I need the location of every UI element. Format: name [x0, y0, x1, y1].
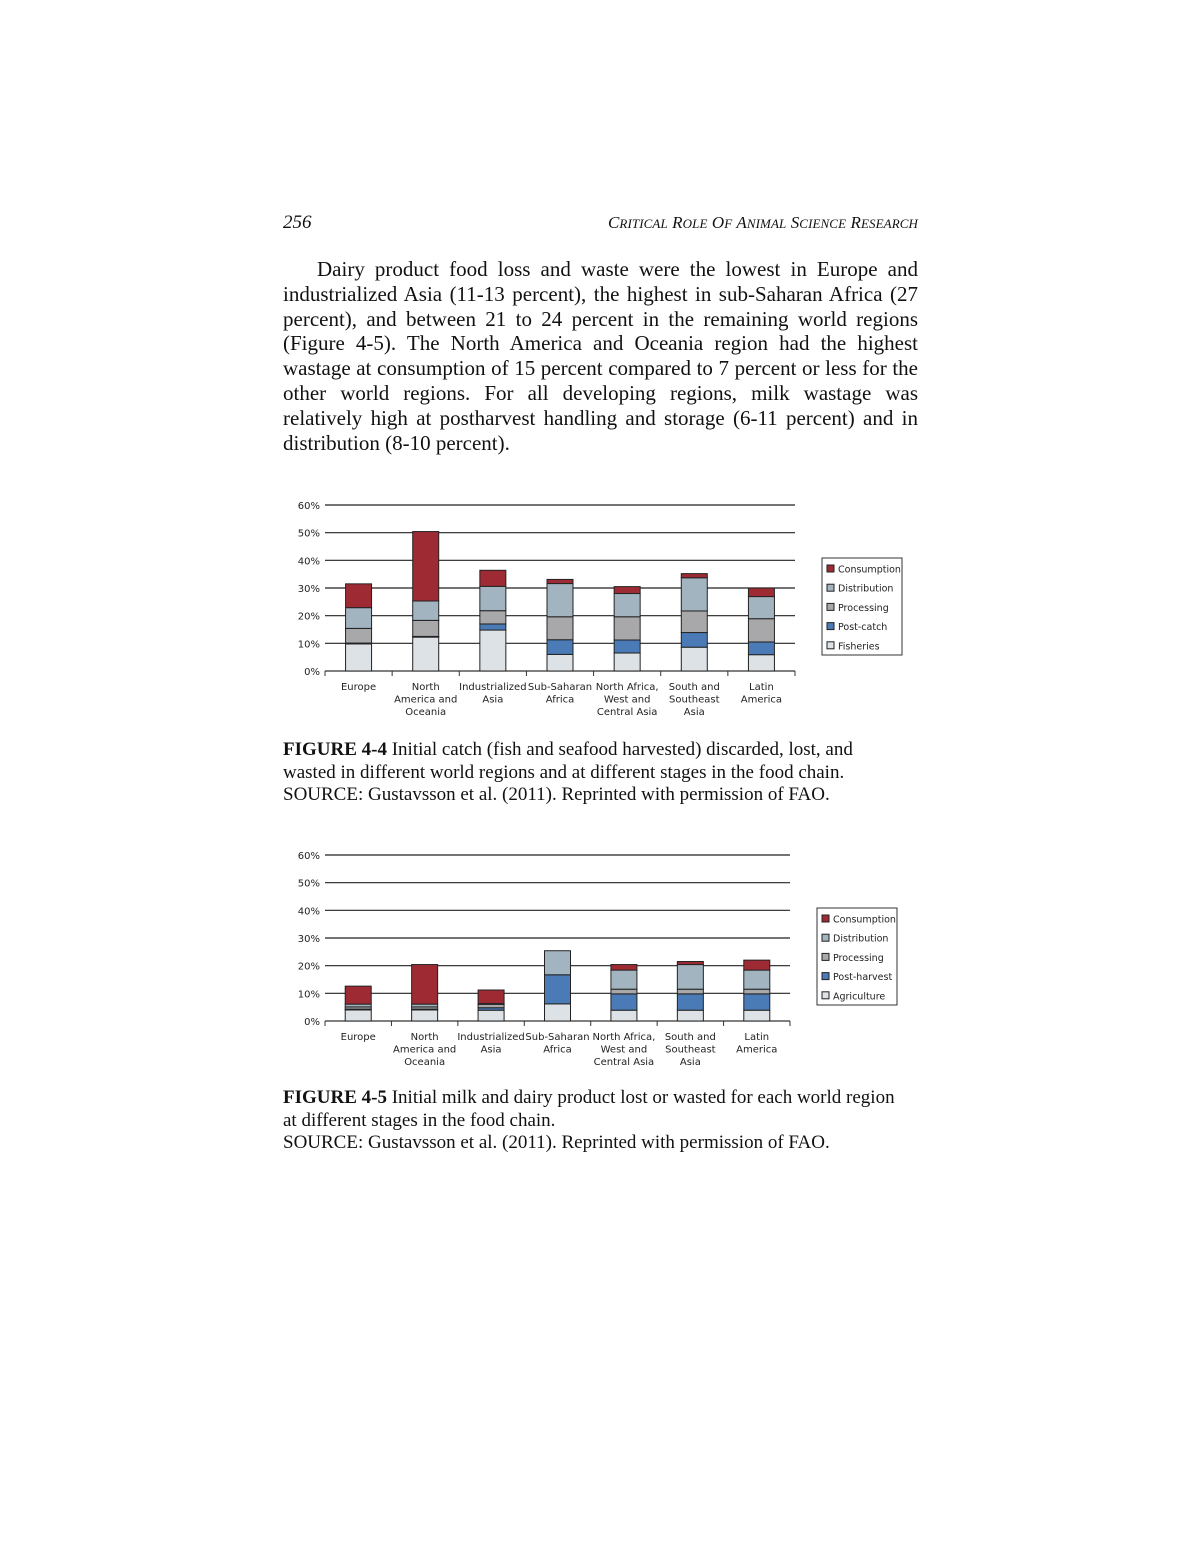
bar-segment-processing: [744, 989, 770, 994]
x-tick-label: America: [736, 1044, 778, 1056]
y-tick-label: 60%: [297, 851, 320, 862]
figure-4-5-chart: [290, 840, 915, 1075]
bar-segment-fisheries: [681, 647, 707, 671]
x-tick-label: Central Asia: [596, 707, 658, 718]
y-tick-label: 20%: [297, 961, 320, 973]
caption-line: Initial milk and dairy product lost or wasted for each world region: [386, 1087, 895, 1108]
bar-segment-consumption: [748, 588, 774, 597]
legend-swatch: [827, 603, 834, 610]
x-tick-label: America and: [394, 694, 458, 706]
legend-swatch: [827, 642, 834, 649]
x-tick-label: Europe: [340, 1032, 376, 1043]
x-tick-label: North: [410, 1032, 439, 1043]
caption-line: Initial catch (fish and seafood harvested) discarded, lost, and: [386, 739, 853, 760]
bar-segment-consumption: [611, 965, 637, 971]
legend-label: Fisheries: [838, 641, 880, 653]
bar-segment-agriculture: [478, 1010, 504, 1021]
bar-segment-post-catch: [547, 640, 573, 655]
figure-4-4-caption: [283, 739, 933, 807]
bar-segment-consumption: [744, 960, 770, 970]
legend-label: Consumption: [833, 914, 896, 926]
x-tick-label: Asia: [683, 707, 705, 718]
bar-segment-fisheries: [346, 644, 372, 671]
x-tick-label: Africa: [545, 694, 575, 706]
figure-4-5-caption: [283, 1087, 933, 1155]
x-tick-label: Latin: [744, 1032, 770, 1043]
x-tick-label: West and: [600, 1044, 648, 1056]
bar-segment-distribution: [614, 594, 640, 617]
bar-segment-distribution: [545, 951, 571, 975]
y-tick-label: 40%: [297, 556, 320, 568]
bar-segment-agriculture: [345, 1010, 371, 1021]
figure-label: FIGURE 4-5: [283, 1087, 387, 1108]
y-tick-label: 50%: [297, 878, 320, 890]
bar-segment-consumption: [547, 579, 573, 583]
bar-segment-consumption: [614, 587, 640, 594]
legend-label: Post-harvest: [833, 972, 893, 984]
x-tick-label: South and: [668, 682, 720, 693]
x-tick-label: North: [411, 682, 440, 693]
x-tick-label: Latin: [749, 682, 774, 693]
bar-segment-consumption: [412, 965, 438, 1005]
body-paragraph: Dairy product food loss and waste were the lowest in Europe and industrialized Asia (11-13 percent), the highest in sub-Saharan Africa (27 percent), and between 21 to 24 percent in the remaining world regions (Figure 4-5). The North America and Oceania region had the highest wastage at consumption of 15 percent compared to 7 percent or less for the other world regions. For all developing regions, milk wastage was relatively high at postharvest handling and storage (6-11 percent) and in distribution (8-10 percent).: [283, 257, 918, 455]
bar-segment-fisheries: [614, 653, 640, 671]
caption-line: at different stages in the food chain.: [283, 1109, 556, 1131]
x-tick-label: Southeast: [669, 694, 720, 706]
bar-segment-post-catch: [748, 642, 774, 655]
bar-segment-distribution: [346, 608, 372, 629]
x-tick-label: America and: [393, 1044, 457, 1056]
bar-segment-consumption: [478, 990, 504, 1004]
y-tick-label: 50%: [297, 528, 320, 540]
x-tick-label: Industrialized: [459, 682, 527, 693]
bar-segment-fisheries: [413, 637, 439, 671]
x-tick-label: Sub-Saharan: [527, 682, 593, 693]
x-tick-label: South and: [664, 1032, 716, 1043]
x-tick-label: Asia: [480, 1044, 502, 1056]
x-tick-label: Sub-Saharan: [525, 1032, 590, 1043]
legend-label: Processing: [833, 952, 884, 964]
legend-swatch: [822, 973, 829, 980]
x-tick-label: Central Asia: [593, 1057, 655, 1068]
x-tick-label: Oceania: [404, 1057, 446, 1068]
y-tick-label: 40%: [297, 906, 320, 918]
legend-swatch: [827, 565, 834, 572]
x-tick-label: America: [740, 694, 783, 706]
legend-label: Distribution: [833, 933, 889, 945]
bar-segment-consumption: [677, 962, 703, 965]
bar-segment-consumption: [681, 574, 707, 578]
bar-segment-processing: [748, 619, 774, 642]
bar-segment-processing: [677, 989, 703, 994]
bar-segment-processing: [614, 617, 640, 640]
x-tick-label: North Africa,: [592, 1032, 656, 1043]
bar-segment-consumption: [345, 986, 371, 1004]
bar-segment-agriculture: [611, 1010, 637, 1021]
figure-source: SOURCE: Gustavsson et al. (2011). Reprinted with permission of FAO.: [283, 784, 830, 805]
bar-segment-distribution: [413, 601, 439, 620]
bar-segment-post-catch: [614, 640, 640, 653]
legend-swatch: [822, 953, 829, 960]
y-tick-label: 0%: [304, 1017, 320, 1028]
figure-source: SOURCE: Gustavsson et al. (2011). Reprinted with permission of FAO.: [283, 1132, 830, 1153]
x-tick-label: West and: [603, 694, 651, 706]
legend-swatch: [822, 934, 829, 941]
bar-segment-distribution: [611, 970, 637, 989]
figure-label: FIGURE 4-4: [283, 739, 387, 760]
x-tick-label: Europe: [340, 682, 377, 693]
bar-segment-distribution: [744, 970, 770, 989]
legend-swatch: [827, 623, 834, 630]
bar-segment-distribution: [748, 597, 774, 619]
bar-segment-processing: [611, 989, 637, 994]
bar-segment-agriculture: [744, 1010, 770, 1021]
legend-label: Post-catch: [838, 622, 888, 634]
bar-segment-processing: [681, 611, 707, 633]
bar-segment-consumption: [413, 532, 439, 601]
x-tick-label: Oceania: [405, 707, 447, 718]
bar-segment-post-catch: [681, 633, 707, 648]
bar-segment-distribution: [677, 965, 703, 990]
bar-segment-processing: [346, 628, 372, 643]
bar-segment-consumption: [346, 584, 372, 608]
legend-swatch: [827, 584, 834, 591]
legend-label: Consumption: [838, 564, 901, 576]
legend-swatch: [822, 915, 829, 922]
bar-segment-post-harvest: [545, 975, 571, 1004]
x-tick-label: Asia: [482, 694, 504, 706]
bar-segment-processing: [413, 620, 439, 636]
x-tick-label: Industrialized: [457, 1032, 525, 1043]
x-tick-label: Africa: [543, 1044, 572, 1056]
bar-segment-agriculture: [677, 1010, 703, 1021]
y-tick-label: 30%: [297, 584, 320, 595]
bar-segment-agriculture: [545, 1004, 571, 1021]
y-tick-label: 10%: [297, 989, 320, 1001]
x-tick-label: Asia: [679, 1057, 701, 1068]
legend-label: Processing: [838, 602, 889, 614]
bar-segment-distribution: [681, 578, 707, 611]
figure-4-4-chart: [290, 490, 915, 725]
bar-segment-post-harvest: [677, 994, 703, 1010]
y-tick-label: 20%: [297, 611, 320, 623]
bar-segment-post-catch: [480, 624, 506, 630]
bar-segment-fisheries: [547, 654, 573, 671]
bar-segment-post-harvest: [744, 994, 770, 1010]
bar-segment-consumption: [480, 570, 506, 586]
legend: [817, 908, 897, 1005]
y-tick-label: 10%: [297, 639, 320, 651]
bar-segment-distribution: [480, 586, 506, 610]
x-tick-label: Southeast: [665, 1044, 716, 1056]
caption-line: wasted in different world regions and at different stages in the food chain.: [283, 761, 845, 783]
legend-label: Agriculture: [833, 991, 886, 1003]
legend-swatch: [822, 992, 829, 999]
bar-segment-distribution: [547, 584, 573, 617]
bar-segment-agriculture: [412, 1010, 438, 1021]
bar-segment-fisheries: [480, 630, 506, 671]
x-tick-label: North Africa,: [595, 682, 659, 693]
y-tick-label: 30%: [297, 934, 320, 945]
legend: [822, 558, 902, 655]
legend-label: Distribution: [838, 583, 894, 595]
bar-segment-processing: [480, 611, 506, 624]
bar-segment-processing: [547, 617, 573, 640]
running-head: CRITICAL ROLE OF ANIMAL SCIENCE RESEARCH: [607, 213, 918, 232]
bar-segment-post-harvest: [611, 994, 637, 1010]
y-tick-label: 0%: [304, 667, 320, 678]
y-tick-label: 60%: [297, 501, 320, 512]
page-number: 256: [283, 212, 312, 233]
bar-segment-fisheries: [748, 655, 774, 671]
